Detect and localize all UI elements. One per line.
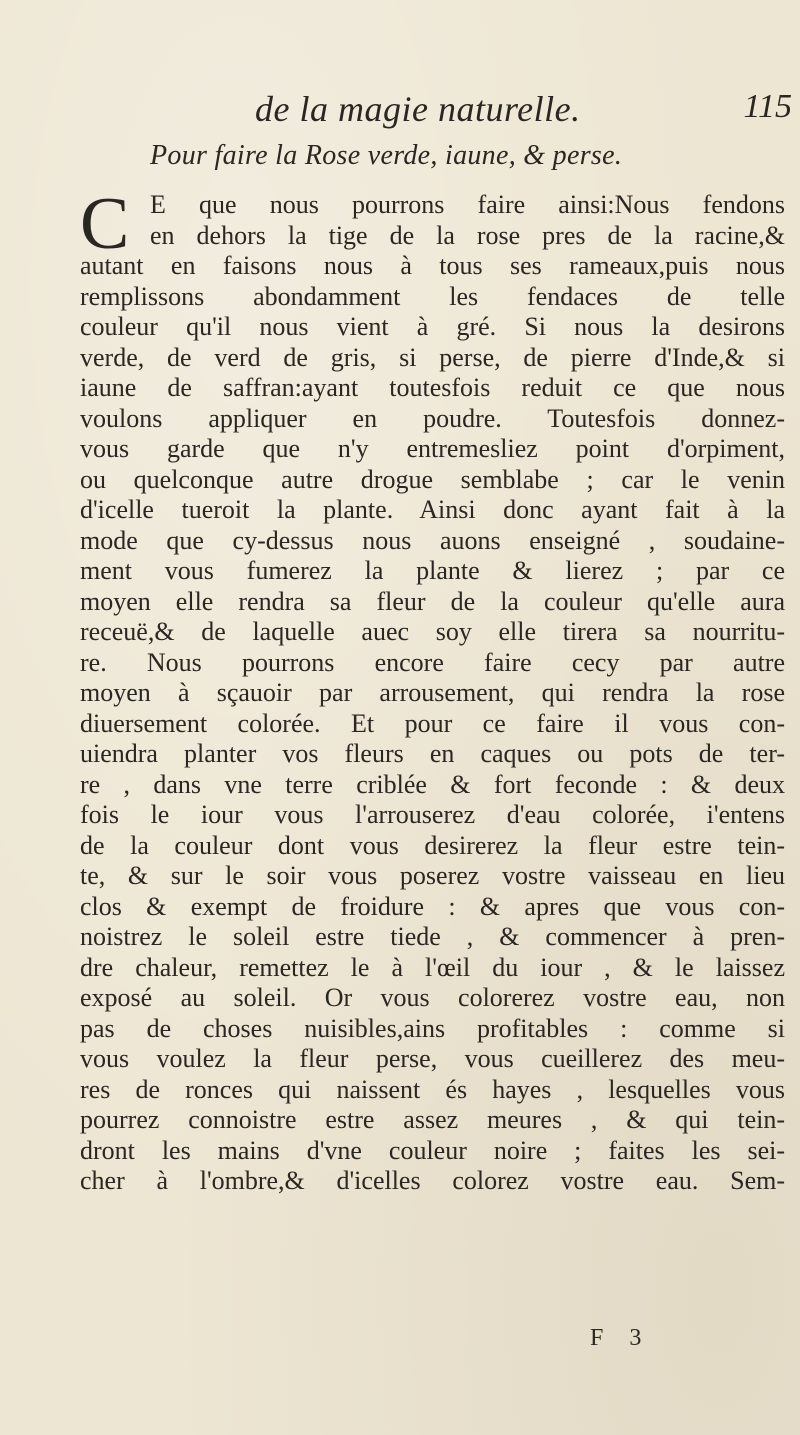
section-heading: Pour faire la Rose verde, iaune, & perse. — [150, 140, 623, 171]
text-line: receuë,& de laquelle auec soy elle tirera sa nourritu- — [80, 617, 785, 646]
text-line: en dehors la tige de la rose pres de la racine,& — [150, 220, 785, 250]
text-line: clos & exempt de froidure : & apres que vous con- — [80, 891, 785, 921]
text-line: couleur qu'il nous vient à gré. Si nous la desirons — [80, 312, 785, 341]
body-text — [80, 183, 785, 1197]
text-line: d'icelle tueroit la plante. Ainsi donc ayant fait à la — [80, 495, 785, 524]
text-line: cher à l'ombre,& d'icelles colorez vostre eau. Sem- — [80, 1166, 785, 1195]
text-line: vous voulez la fleur perse, vous cueillerez des meu- — [80, 1044, 785, 1073]
text-line: pourrez connoistre estre assez meures , & qui tein- — [80, 1105, 785, 1134]
text-line: autant en faisons nous à tous ses rameaux,puis nous — [80, 251, 785, 280]
text-line: fois le iour vous l'arrouserez d'eau colorée, i'entens — [80, 800, 785, 829]
text-line: verde, de verd de gris, si perse, de pierre d'Inde,& si — [80, 342, 785, 372]
text-line: ou quelconque autre drogue semblabe ; car le venin — [80, 464, 785, 494]
drop-cap: C — [80, 183, 130, 265]
text-line: res de ronces qui naissent és hayes , lesquelles vous — [80, 1074, 785, 1104]
text-line: mode que cy-dessus nous auons enseigné , soudaine- — [80, 525, 785, 555]
text-line: voulons appliquer en poudre. Toutesfois donnez- — [80, 403, 785, 433]
text-line: de la couleur dont vous desirerez la fleur estre tein- — [80, 830, 785, 860]
text-line: diuersement colorée. Et pour ce faire il vous con- — [80, 708, 785, 738]
page-number: 115 — [743, 88, 792, 125]
text-line: dront les mains d'vne couleur noire ; faites les sei- — [80, 1135, 785, 1165]
text-line: remplissons abondamment les fendaces de telle — [80, 281, 785, 311]
text-line: uiendra planter vos fleurs en caques ou pots de ter- — [80, 739, 785, 768]
text-line: E que nous pourrons faire ainsi:Nous fendons — [150, 190, 785, 219]
text-line: pas de choses nuisibles,ains profitables : comme si — [80, 1013, 785, 1043]
text-line: noistrez le soleil estre tiede , & commencer à pren- — [80, 922, 785, 951]
text-line: re , dans vne terre criblée & fort feconde : & deux — [80, 769, 785, 799]
page-header — [255, 88, 800, 136]
text-line: dre chaleur, remettez le à l'œil du iour , & le laissez — [80, 952, 785, 982]
text-line: iaune de saffran:ayant toutesfois reduit ce que nous — [80, 373, 785, 402]
signature-mark: F 3 — [590, 1325, 652, 1351]
text-line: moyen elle rendra sa fleur de la couleur qu'elle aura — [80, 586, 785, 616]
text-line: exposé au soleil. Or vous colorerez vostre eau, non — [80, 983, 785, 1012]
text-line: moyen à sçauoir par arrousement, qui rendra la rose — [80, 678, 785, 707]
text-line: ment vous fumerez la plante & lierez ; par ce — [80, 556, 785, 585]
running-title: de la magie naturelle. — [255, 89, 581, 129]
text-line: vous garde que n'y entremesliez point d'orpiment, — [80, 434, 785, 463]
text-line: te, & sur le soir vous poserez vostre vaisseau en lieu — [80, 861, 785, 890]
text-line: re. Nous pourrons encore faire cecy par autre — [80, 647, 785, 677]
